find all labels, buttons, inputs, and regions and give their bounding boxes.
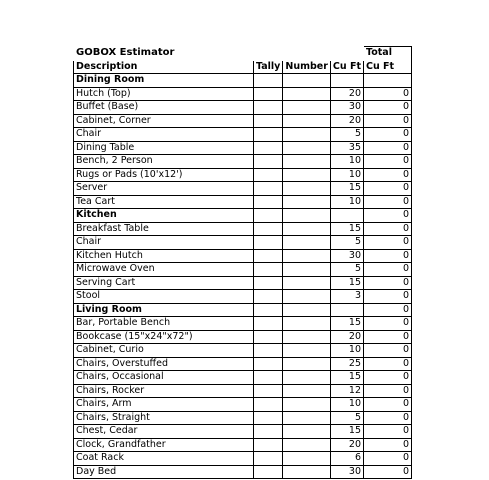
item-description: Chair <box>74 128 254 142</box>
cu-ft-cell: 30 <box>330 101 363 115</box>
tally-cell[interactable] <box>254 344 283 358</box>
tally-cell[interactable] <box>254 114 283 128</box>
number-cell[interactable] <box>283 330 331 344</box>
tally-cell[interactable] <box>254 209 283 223</box>
cu-ft-cell: 30 <box>330 249 363 263</box>
total-cu-ft-cell: 0 <box>364 398 412 412</box>
table-row <box>74 344 412 358</box>
table-row <box>74 128 412 142</box>
table-row <box>74 263 412 277</box>
item-description: Day Bed <box>74 465 254 479</box>
header-number: Number <box>283 60 331 74</box>
number-cell[interactable] <box>283 249 331 263</box>
item-description: Coat Rack <box>74 452 254 466</box>
total-cu-ft-cell: 0 <box>364 222 412 236</box>
table-row <box>74 411 412 425</box>
item-description: Chairs, Arm <box>74 398 254 412</box>
total-cu-ft-cell <box>364 74 412 88</box>
tally-cell[interactable] <box>254 74 283 88</box>
number-cell[interactable] <box>283 290 331 304</box>
item-description: Cabinet, Corner <box>74 114 254 128</box>
number-cell[interactable] <box>283 276 331 290</box>
number-cell[interactable] <box>283 222 331 236</box>
header-row <box>74 60 412 74</box>
number-cell[interactable] <box>283 236 331 250</box>
item-description: Kitchen Hutch <box>74 249 254 263</box>
number-cell[interactable] <box>283 155 331 169</box>
cu-ft-cell <box>330 74 363 88</box>
total-cu-ft-cell: 0 <box>364 317 412 331</box>
tally-cell[interactable] <box>254 195 283 209</box>
number-cell[interactable] <box>283 344 331 358</box>
tally-cell[interactable] <box>254 182 283 196</box>
number-cell[interactable] <box>283 303 331 317</box>
cu-ft-cell: 15 <box>330 276 363 290</box>
number-cell[interactable] <box>283 182 331 196</box>
item-description: Chest, Cedar <box>74 425 254 439</box>
number-cell[interactable] <box>283 317 331 331</box>
tally-cell[interactable] <box>254 276 283 290</box>
total-cu-ft-cell: 0 <box>364 452 412 466</box>
item-description: Clock, Grandfather <box>74 438 254 452</box>
number-cell[interactable] <box>283 398 331 412</box>
total-cu-ft-cell: 0 <box>364 168 412 182</box>
cu-ft-cell: 10 <box>330 195 363 209</box>
tally-cell[interactable] <box>254 317 283 331</box>
cu-ft-cell <box>330 303 363 317</box>
total-cu-ft-cell: 0 <box>364 290 412 304</box>
cu-ft-cell: 15 <box>330 425 363 439</box>
total-cu-ft-cell: 0 <box>364 357 412 371</box>
cu-ft-cell <box>330 209 363 223</box>
number-cell[interactable] <box>283 371 331 385</box>
item-description: Chair <box>74 236 254 250</box>
number-cell[interactable] <box>283 168 331 182</box>
tally-cell[interactable] <box>254 438 283 452</box>
tally-cell[interactable] <box>254 371 283 385</box>
tally-cell[interactable] <box>254 141 283 155</box>
cu-ft-cell: 20 <box>330 87 363 101</box>
tally-cell[interactable] <box>254 155 283 169</box>
tally-cell[interactable] <box>254 222 283 236</box>
total-cu-ft-cell: 0 <box>364 438 412 452</box>
header-total-cu-ft: Cu Ft <box>364 60 412 74</box>
tally-cell[interactable] <box>254 101 283 115</box>
number-cell[interactable] <box>283 452 331 466</box>
tally-cell[interactable] <box>254 452 283 466</box>
total-cu-ft-cell: 0 <box>364 182 412 196</box>
total-cu-ft-cell: 0 <box>364 249 412 263</box>
cu-ft-cell: 15 <box>330 222 363 236</box>
header-description: Description <box>74 60 254 74</box>
total-cu-ft-cell: 0 <box>364 155 412 169</box>
total-cu-ft-cell: 0 <box>364 344 412 358</box>
cu-ft-cell: 20 <box>330 114 363 128</box>
total-cu-ft-cell: 0 <box>364 209 412 223</box>
tally-cell[interactable] <box>254 128 283 142</box>
cu-ft-cell: 25 <box>330 357 363 371</box>
tally-cell[interactable] <box>254 357 283 371</box>
total-cu-ft-cell: 0 <box>364 263 412 277</box>
number-cell[interactable] <box>283 411 331 425</box>
number-cell[interactable] <box>283 425 331 439</box>
cu-ft-cell: 20 <box>330 330 363 344</box>
tally-cell[interactable] <box>254 249 283 263</box>
cu-ft-cell: 6 <box>330 452 363 466</box>
cu-ft-cell: 10 <box>330 168 363 182</box>
total-cu-ft-cell: 0 <box>364 101 412 115</box>
item-description: Stool <box>74 290 254 304</box>
item-description: Bar, Portable Bench <box>74 317 254 331</box>
table-row <box>74 195 412 209</box>
item-description: Server <box>74 182 254 196</box>
total-cu-ft-cell: 0 <box>364 114 412 128</box>
total-cu-ft-cell: 0 <box>364 330 412 344</box>
tally-cell[interactable] <box>254 303 283 317</box>
number-cell[interactable] <box>283 465 331 479</box>
section-label: Dining Room <box>74 74 254 88</box>
table-row <box>74 249 412 263</box>
cu-ft-cell: 15 <box>330 317 363 331</box>
total-cu-ft-cell: 0 <box>364 87 412 101</box>
tally-cell[interactable] <box>254 398 283 412</box>
tally-cell[interactable] <box>254 263 283 277</box>
number-cell[interactable] <box>283 384 331 398</box>
table-row <box>74 182 412 196</box>
number-cell[interactable] <box>283 74 331 88</box>
total-cu-ft-cell: 0 <box>364 128 412 142</box>
item-description: Rugs or Pads (10'x12') <box>74 168 254 182</box>
cu-ft-cell: 3 <box>330 290 363 304</box>
item-description: Chairs, Occasional <box>74 371 254 385</box>
header-cu-ft: Cu Ft <box>330 60 363 74</box>
cu-ft-cell: 10 <box>330 398 363 412</box>
total-cu-ft-cell: 0 <box>364 465 412 479</box>
table-row <box>74 357 412 371</box>
total-cu-ft-cell: 0 <box>364 425 412 439</box>
number-cell[interactable] <box>283 209 331 223</box>
table-row <box>74 398 412 412</box>
table-row <box>74 236 412 250</box>
item-description: Bookcase (15"x24"x72") <box>74 330 254 344</box>
table-row <box>74 168 412 182</box>
number-cell[interactable] <box>283 128 331 142</box>
number-cell[interactable] <box>283 263 331 277</box>
tally-cell[interactable] <box>254 87 283 101</box>
tally-cell[interactable] <box>254 465 283 479</box>
table-row <box>74 371 412 385</box>
estimator-table <box>73 46 412 479</box>
section-label: Kitchen <box>74 209 254 223</box>
table-row <box>74 114 412 128</box>
number-cell[interactable] <box>283 114 331 128</box>
total-cu-ft-cell: 0 <box>364 303 412 317</box>
cu-ft-cell: 20 <box>330 438 363 452</box>
table-row <box>74 87 412 101</box>
item-description: Chairs, Straight <box>74 411 254 425</box>
table-row <box>74 465 412 479</box>
number-cell[interactable] <box>283 438 331 452</box>
header-total-top: Total <box>364 47 412 61</box>
tally-cell[interactable] <box>254 330 283 344</box>
tally-cell[interactable] <box>254 290 283 304</box>
item-description: Chairs, Overstuffed <box>74 357 254 371</box>
total-cu-ft-cell: 0 <box>364 371 412 385</box>
number-cell[interactable] <box>283 195 331 209</box>
section-row <box>74 209 412 223</box>
total-cu-ft-cell: 0 <box>364 141 412 155</box>
title-row <box>74 47 412 61</box>
item-description: Breakfast Table <box>74 222 254 236</box>
item-description: Dining Table <box>74 141 254 155</box>
table-row <box>74 384 412 398</box>
cu-ft-cell: 15 <box>330 182 363 196</box>
header-tally: Tally <box>254 60 283 74</box>
table-row <box>74 290 412 304</box>
cu-ft-cell: 10 <box>330 344 363 358</box>
table-row <box>74 101 412 115</box>
tally-cell[interactable] <box>254 168 283 182</box>
section-row <box>74 74 412 88</box>
cu-ft-cell: 30 <box>330 465 363 479</box>
table-body <box>74 74 412 479</box>
number-cell[interactable] <box>283 87 331 101</box>
total-cu-ft-cell: 0 <box>364 276 412 290</box>
item-description: Tea Cart <box>74 195 254 209</box>
cu-ft-cell: 5 <box>330 236 363 250</box>
cu-ft-cell: 12 <box>330 384 363 398</box>
tally-cell[interactable] <box>254 236 283 250</box>
total-cu-ft-cell: 0 <box>364 195 412 209</box>
item-description: Chairs, Rocker <box>74 384 254 398</box>
table-row <box>74 276 412 290</box>
number-cell[interactable] <box>283 101 331 115</box>
item-description: Serving Cart <box>74 276 254 290</box>
item-description: Bench, 2 Person <box>74 155 254 169</box>
item-description: Microwave Oven <box>74 263 254 277</box>
tally-cell[interactable] <box>254 425 283 439</box>
item-description: Hutch (Top) <box>74 87 254 101</box>
number-cell[interactable] <box>283 141 331 155</box>
cu-ft-cell: 5 <box>330 128 363 142</box>
table-row <box>74 141 412 155</box>
item-description: Buffet (Base) <box>74 101 254 115</box>
tally-cell[interactable] <box>254 384 283 398</box>
total-cu-ft-cell: 0 <box>364 384 412 398</box>
sheet-title: GOBOX Estimator <box>76 47 175 58</box>
table-row <box>74 155 412 169</box>
section-row <box>74 303 412 317</box>
number-cell[interactable] <box>283 357 331 371</box>
total-cu-ft-cell: 0 <box>364 411 412 425</box>
table-row <box>74 438 412 452</box>
cu-ft-cell: 10 <box>330 155 363 169</box>
table-row <box>74 330 412 344</box>
cu-ft-cell: 5 <box>330 411 363 425</box>
table-row <box>74 425 412 439</box>
item-description: Cabinet, Curio <box>74 344 254 358</box>
tally-cell[interactable] <box>254 411 283 425</box>
table-row <box>74 452 412 466</box>
table-row <box>74 222 412 236</box>
cu-ft-cell: 5 <box>330 263 363 277</box>
table-row <box>74 317 412 331</box>
section-label: Living Room <box>74 303 254 317</box>
cu-ft-cell: 15 <box>330 371 363 385</box>
total-cu-ft-cell: 0 <box>364 236 412 250</box>
cu-ft-cell: 35 <box>330 141 363 155</box>
